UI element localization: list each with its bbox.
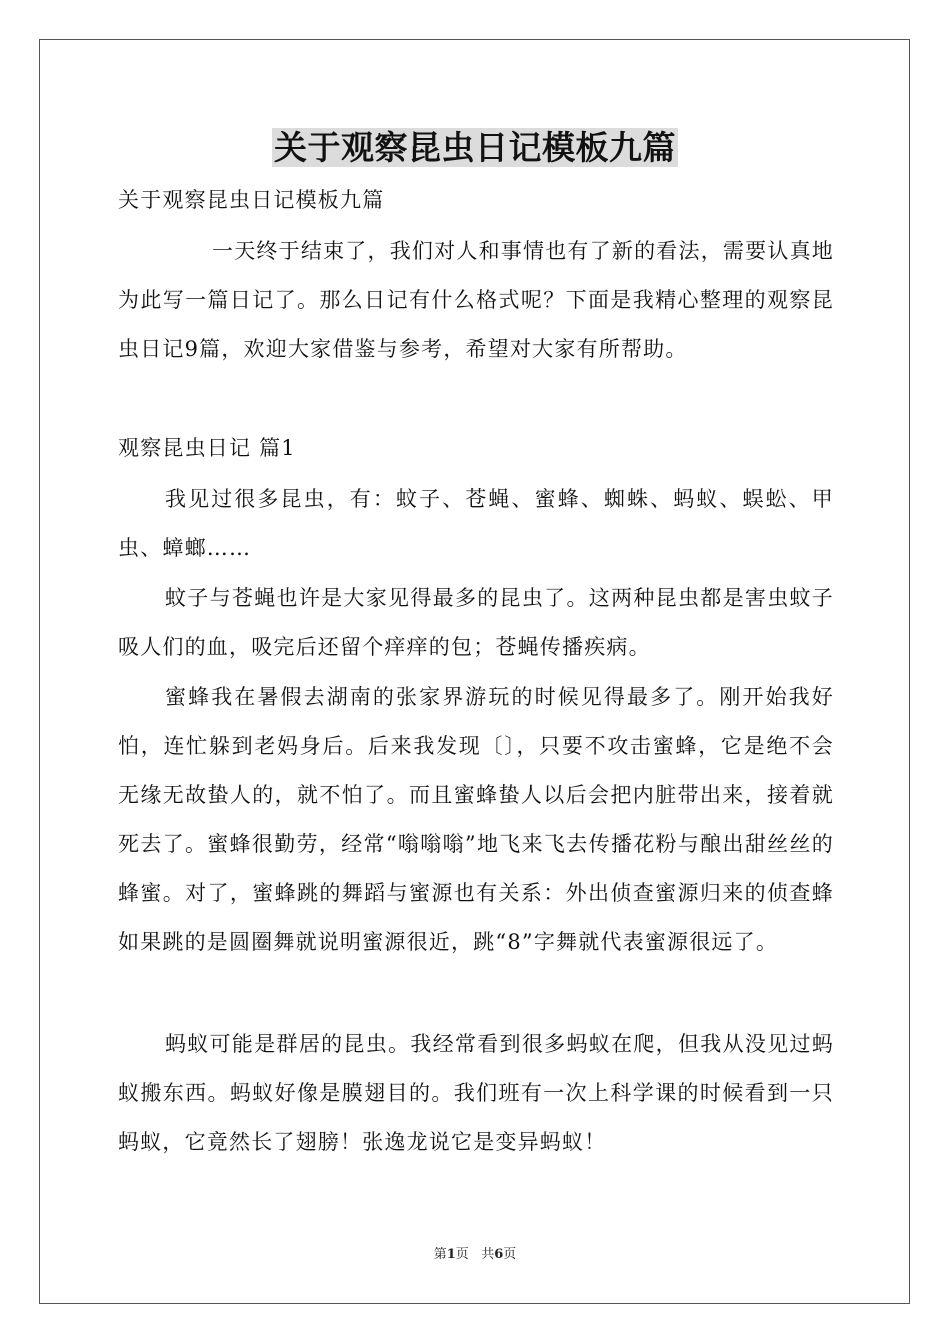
footer-total-suffix: 页 — [503, 1247, 517, 1262]
footer-current-page: 1 — [446, 1247, 456, 1262]
page-footer — [0, 1246, 950, 1264]
document-title — [0, 126, 950, 170]
document-subtitle: 关于观察昆虫日记模板九篇 — [118, 188, 385, 212]
footer-total-pages: 6 — [494, 1247, 504, 1262]
paragraph-insects-list: 我见过很多昆虫，有：蚊子、苍蝇、蜜蜂、蜘蛛、蚂蚁、蜈蚣、甲虫、蟑螂…… — [118, 487, 834, 560]
footer-page-prefix: 第 — [433, 1247, 447, 1262]
paragraph-bees: 蜜蜂我在暑假去湖南的张家界游玩的时候见得最多了。刚开始我好怕，连忙躲到老妈身后。后来我发现〔〕，只要不攻击蜜蜂，它是绝不会无缘无故蛰人的，就不怕了。而且蜜蜂蛰人以后会把内脏带出来，接着就死去了。蜜蜂很勤劳，经常“嗡嗡嗡”地飞来飞去传播花粉与酿出甜丝丝的蜂蜜。对了，蜜蜂跳的舞蹈与蜜源也有关系：外出侦查蜜源归来的侦查蜂如果跳的是圆圈舞就说明蜜源很近，跳“8”字舞就代表蜜源很远了。 — [118, 685, 834, 954]
footer-total-prefix: 共 — [481, 1247, 495, 1262]
section-heading: 观察昆虫日记 篇1 — [118, 436, 296, 460]
paragraph-mosquito-fly: 蚊子与苍蝇也许是大家见得最多的昆虫了。这两种昆虫都是害虫蚊子吸人们的血，吸完后还留个痒痒的包；苍蝇传播疾病。 — [118, 586, 834, 659]
paragraph-ants: 蚂蚁可能是群居的昆虫。我经常看到很多蚂蚁在爬，但我从没见过蚂蚁搬东西。蚂蚁好像是膜翅目的。我们班有一次上科学课的时候看到一只蚂蚁，它竟然长了翅膀！张逸龙说它是变异蚂蚁！ — [118, 1032, 834, 1154]
intro-paragraph: 一天终于结束了，我们对人和事情也有了新的看法，需要认真地为此写一篇日记了。那么日记有什么格式呢？下面是我精心整理的观察昆虫日记9篇，欢迎大家借鉴与参考，希望对大家有所帮助。 — [118, 239, 834, 361]
footer-page-suffix: 页 — [455, 1247, 469, 1262]
document-title-text: 关于观察昆虫日记模板九篇 — [274, 128, 676, 167]
